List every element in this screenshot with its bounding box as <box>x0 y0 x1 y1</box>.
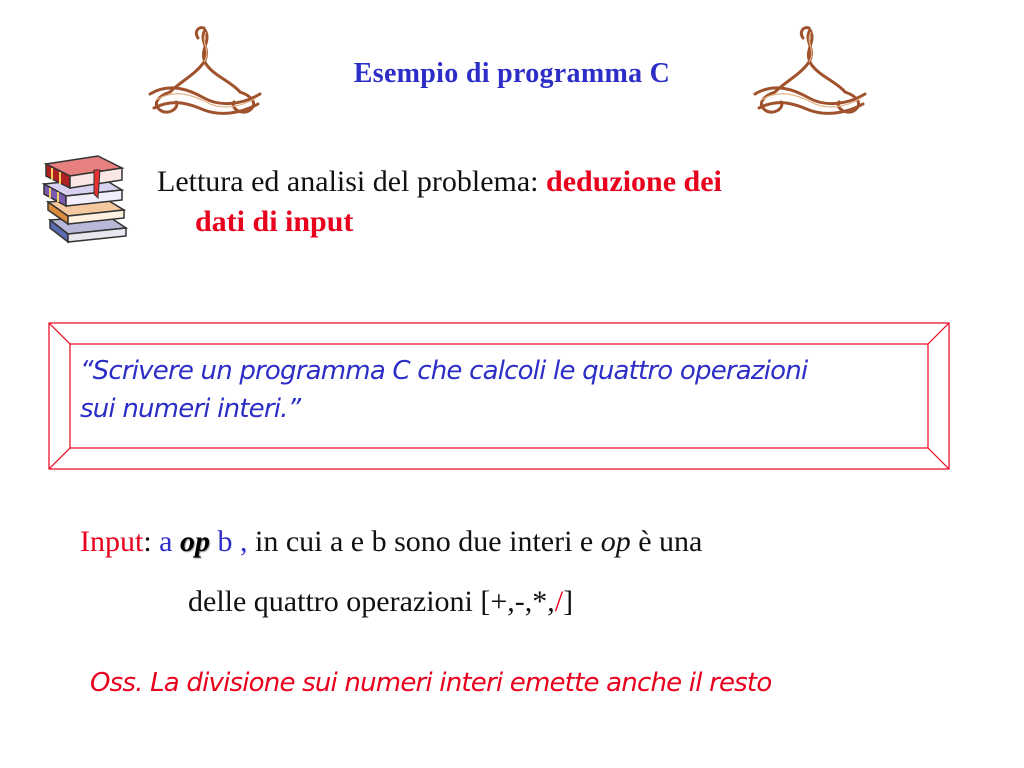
division-note: Oss. La divisione sui numeri interi emette anche il resto <box>90 668 772 698</box>
op-italic: op <box>600 525 631 558</box>
page-title: Esempio di programma C <box>353 58 671 89</box>
ornament-right-icon <box>745 22 875 122</box>
input-label: Input <box>80 525 144 558</box>
var-a: a <box>159 525 180 558</box>
problem-quote <box>80 352 930 428</box>
division-symbol: / <box>554 585 564 618</box>
analysis-prefix: Lettura ed analisi del problema: <box>157 165 547 198</box>
books-icon <box>38 150 138 246</box>
input-rest-1: in cui a e b sono due interi e <box>247 525 601 558</box>
quote-line-2: sui numeri interi.” <box>80 394 301 424</box>
operations-list <box>188 582 888 622</box>
quote-line-1: “Scrivere un programma C che calcoli le quattro operazioni <box>80 356 808 386</box>
input-colon: : <box>143 525 160 558</box>
analysis-highlight-1: deduzione dei <box>546 165 722 198</box>
input-description <box>80 522 1000 562</box>
op-operator: op <box>180 525 210 558</box>
operations-prefix: delle quattro operazioni [+,-,*, <box>188 585 555 618</box>
input-rest-2: è una <box>630 525 703 558</box>
operations-suffix: ] <box>563 585 574 618</box>
analysis-highlight-2: dati di input <box>195 205 354 238</box>
analysis-statement <box>157 162 987 242</box>
var-b: b , <box>210 525 248 558</box>
